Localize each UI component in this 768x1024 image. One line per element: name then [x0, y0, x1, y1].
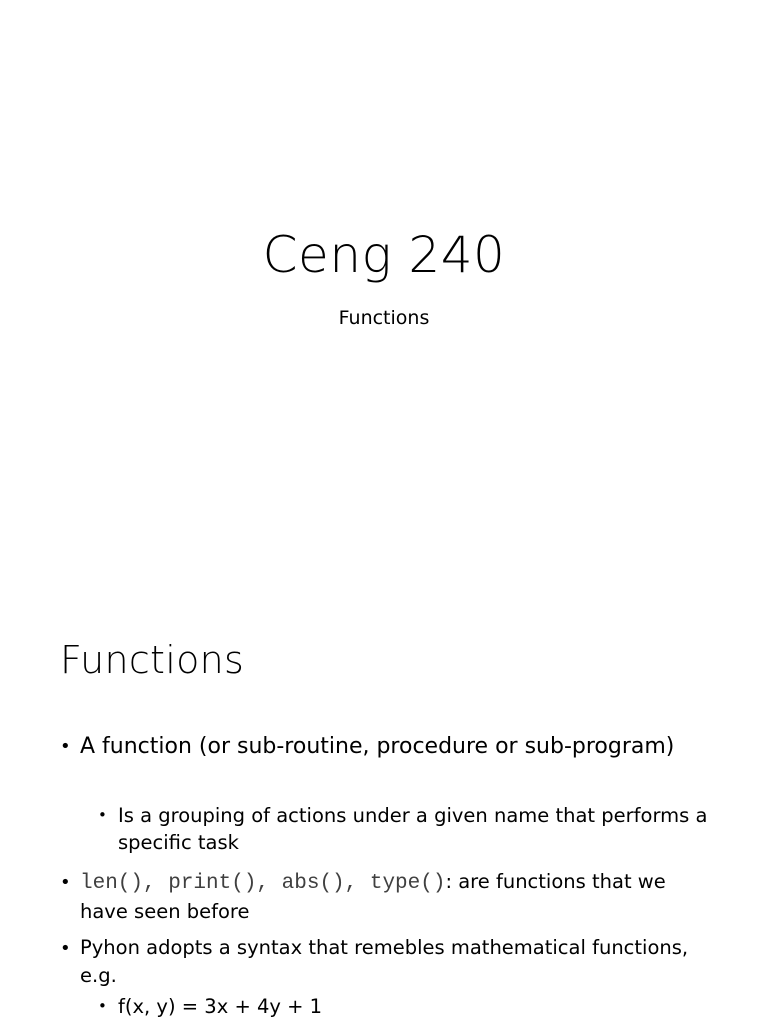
content-slide: [0, 576, 768, 1024]
slide-heading: Functions: [60, 638, 245, 682]
bullet-icon: •: [60, 736, 71, 757]
bullet-icon: •: [60, 938, 71, 959]
sub-bullet-math-example: [98, 993, 718, 1020]
bullet-text: f(x, y) = 3x + 4y + 1: [118, 995, 323, 1018]
code-snippet: len(), print(), abs(), type(): [80, 872, 446, 895]
bullet-text: Pyhon adopts a syntax that remebles mathematical functions, e.g.: [80, 936, 689, 987]
bullet-icon: •: [98, 806, 107, 824]
slide-subtitle: Functions: [338, 307, 430, 329]
bullet-text: Is a grouping of actions under a given name that performs a specific task: [118, 804, 708, 854]
bullet-function-definition: [60, 732, 700, 762]
bullet-icon: •: [60, 872, 71, 893]
slide-title: Ceng 240: [262, 226, 506, 284]
bullet-python-syntax: [60, 934, 700, 990]
bullet-icon: •: [98, 997, 107, 1015]
bullet-builtin-functions: [60, 868, 700, 926]
bullet-text: : are functions that we have seen before: [80, 870, 666, 923]
bullet-text: A function (or sub-routine, procedure or sub-program): [80, 734, 675, 759]
sub-bullet-grouping: [98, 802, 718, 856]
bullet-content: [80, 868, 700, 926]
